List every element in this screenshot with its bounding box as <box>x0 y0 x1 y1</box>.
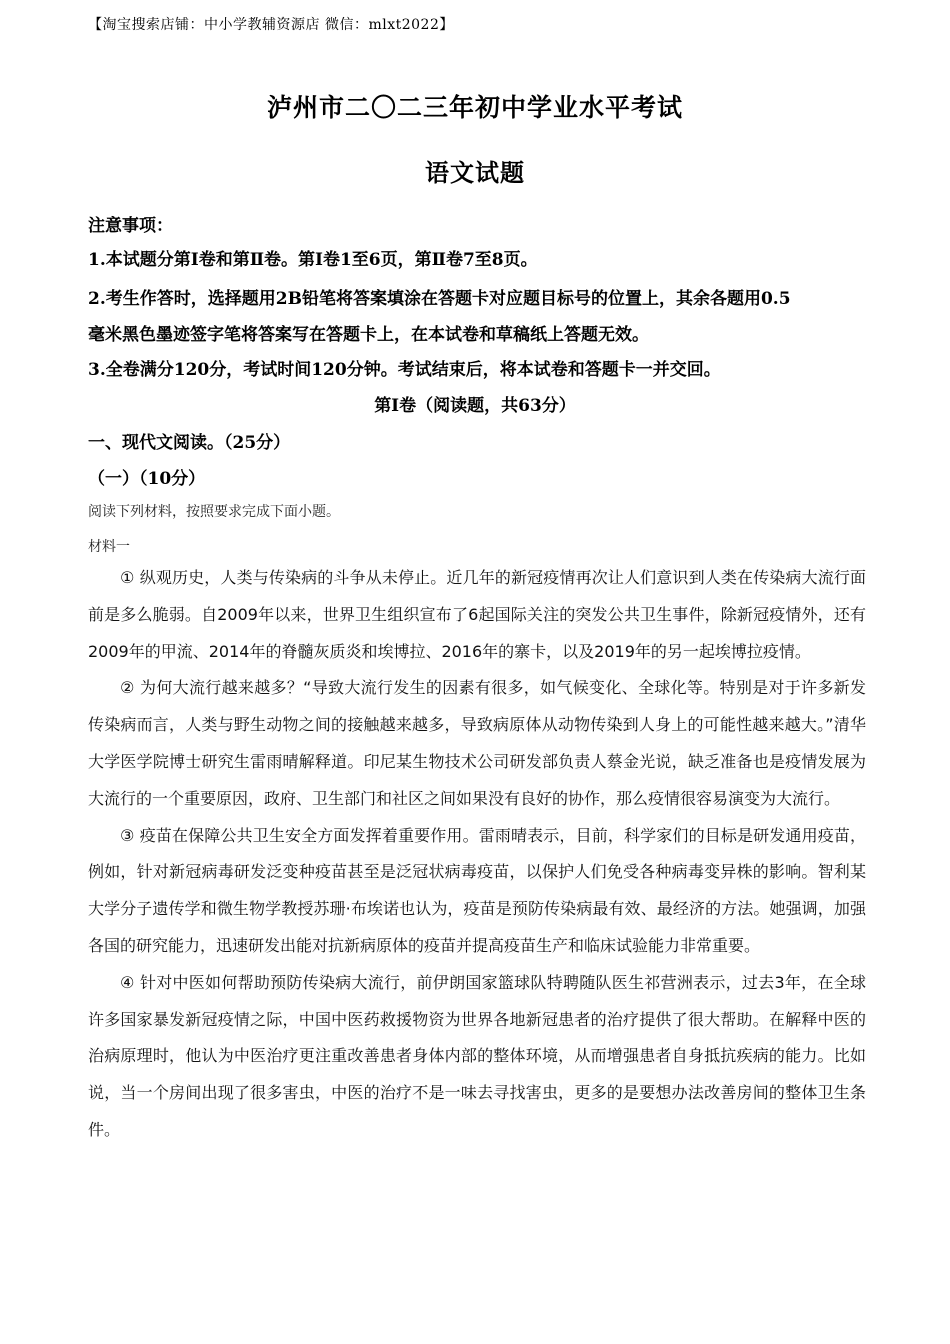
header-note: 【淘宝搜索店铺：中小学教辅资源店 微信：mlxt2022】 <box>88 17 454 33</box>
paragraph-4: ④ 针对中医如何帮助预防传染病大流行，前伊朗国家篮球队特聘随队医生祁营洲表示，过去3年，在全球许多国家暴发新冠疫情之际，中国中医药救援物资为世界各地新冠患者的治疗提供了很大帮助。在解释中医的治病原理时，他认为中医治疗更注重改善患者身体内部的整体环境，从而增强患者自身抵抗疾病的能力。比如说，当一个房间出现了很多害虫，中医的治疗不是一味去寻找害虫，更多的是要想办法改善房间的整体卫生条件。 <box>88 972 866 1139</box>
notice-item-1: 1.本试题分第Ⅰ卷和第Ⅱ卷。第Ⅰ卷1至6页，第Ⅱ卷7至8页。 <box>88 250 538 270</box>
page-subtitle: 语文试题 <box>425 158 525 187</box>
notice-item-2-line-1: 2.考生作答时，选择题用2B铅笔将答案填涂在答题卡对应题目标号的位置上，其余各题用0.5 <box>88 289 791 309</box>
notice-item-3: 3.全卷满分120分，考试时间120分钟。考试结束后，将本试卷和答题卡一并交回。 <box>88 360 721 380</box>
paragraph-2: ② 为何大流行越来越多？“导致大流行发生的因素有很多，如气候变化、全球化等。特别是对于许多新发传染病而言，人类与野生动物之间的接触越来越多，导致病原体从动物传染到人身上的可能性越来越大。”清华大学医学院博士研究生雷雨晴解释道。印尼某生物技术公司研发部负责人蔡金光说，缺乏准备也是疫情发展为大流行的一个重要原因，政府、卫生部门和社区之间如果没有良好的协作，那么疫情很容易演变为大流行。 <box>88 678 866 808</box>
paragraph-1: ① 纵观历史，人类与传染病的斗争从未停止。近几年的新冠疫情再次让人们意识到人类在传染病大流行面前是多么脆弱。自2009年以来，世界卫生组织宣布了6起国际关注的突发公共卫生事件，除新冠疫情外，还有2009年的甲流、2014年的脊髓灰质炎和埃博拉、2016年的寨卡，以及2019年的另一起埃博拉疫情。 <box>88 568 866 661</box>
page-title: 泸州市二〇二三年初中学业水平考试 <box>266 93 683 122</box>
section-heading: 一、现代文阅读。（25分） <box>88 433 291 453</box>
paragraph-3: ③ 疫苗在保障公共卫生安全方面发挥着重要作用。雷雨晴表示，目前，科学家们的目标是研发通用疫苗，例如，针对新冠病毒研发泛变种疫苗甚至是泛冠状病毒疫苗，以保护人们免受各种病毒变异株的影响。智利某大学分子遗传学和微生物学教授苏珊·布埃诺也认为，疫苗是预防传染病最有效、最经济的方法。她强调，加强各国的研究能力，迅速研发出能对抗新病原体的疫苗并提高疫苗生产和临床试验能力非常重要。 <box>88 825 866 955</box>
reading-instruction: 阅读下列材料，按照要求完成下面小题。 <box>88 504 340 520</box>
material-body <box>88 560 866 1149</box>
material-label: 材料一 <box>88 539 130 555</box>
subsection-heading: （一）（10分） <box>88 469 206 489</box>
notice-item-2-line-2: 毫米黑色墨迹签字笔将答案写在答题卡上，在本试卷和草稿纸上答题无效。 <box>88 325 649 345</box>
notice-heading: 注意事项： <box>88 216 173 236</box>
volume-heading: 第Ⅰ卷（阅读题，共63分） <box>374 396 576 416</box>
